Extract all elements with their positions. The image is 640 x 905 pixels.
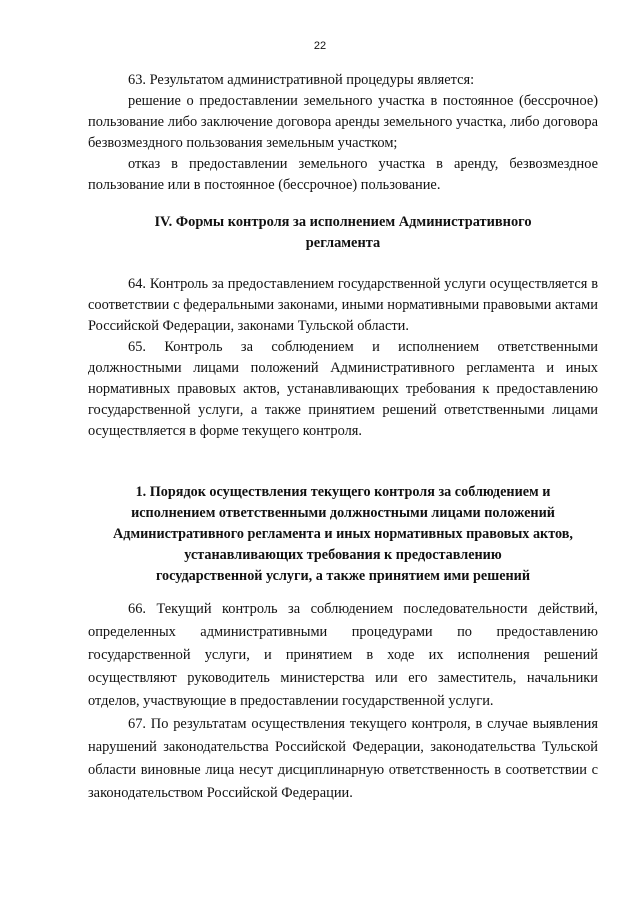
paragraph-65: 65. Контроль за соблюдением и исполнением ответственными должностными лицами положений Административного регламента и иных нормативных правовых актов, устанавливающих требования к предоставлению государственной услуги, а также принятием решений ответственными лицами осуществляется в форме текущего контроля. [88,339,598,439]
paragraph-63-item-1: решение о предоставлении земельного участка в постоянное (бессрочное) пользование либо заключение договора аренды земельного участка, либо договора безвозмездного пользования земельным участком; [88,93,598,151]
subsection-1-heading-line-4: устанавливающих требования к предоставлению [184,547,502,563]
page-number: 22 [313,40,327,52]
paragraph-64: 64. Контроль за предоставлением государственной услуги осуществляется в соответствии с федеральными законами, иными нормативными правовыми актами Российской Федерации, законами Тульской области. [88,276,598,334]
paragraphs-66-67-block [88,598,598,805]
subsection-1-heading-line-5: государственной услуги, а также принятием ими решений [155,568,531,584]
section-iv-heading-line-1: IV. Формы контроля за исполнением Административного [154,214,532,230]
paragraphs-64-65-block [88,274,598,442]
subsection-1-heading-line-1: 1. Порядок осуществления текущего контроля за соблюдением и [135,484,551,500]
paragraph-63-item-2: отказ в предоставлении земельного участка в аренду, безвозмездное пользование или в постоянное (бессрочное) пользование. [88,156,598,193]
subsection-1-heading-line-2: исполнением ответственными должностными лицами положений [131,505,555,521]
paragraph-63-block [88,70,598,196]
paragraph-63-lead: 63. Результатом административной процедуры является: [128,72,475,88]
paragraph-67: 67. По результатам осуществления текущего контроля, в случае выявления нарушений законодательства Российской Федерации, законодательства Тульской области виновные лица несут дисциплинарную ответственность в соответствии с законодательством Российской Федерации. [88,716,598,801]
subsection-1-heading-line-3: Административного регламента и иных нормативных правовых актов, [113,526,573,542]
section-iv-heading-line-2: регламента [305,235,381,251]
subsection-1-heading [88,482,598,587]
section-iv-heading [88,212,598,254]
paragraph-66: 66. Текущий контроль за соблюдением последовательности действий, определенных административными процедурами по предоставлению государственной услуги, и принятием в ходе их исполнения решений осуществляют руководитель министерства или его заместитель, начальники отделов, участвующие в предоставлении государственной услуги. [88,601,598,709]
